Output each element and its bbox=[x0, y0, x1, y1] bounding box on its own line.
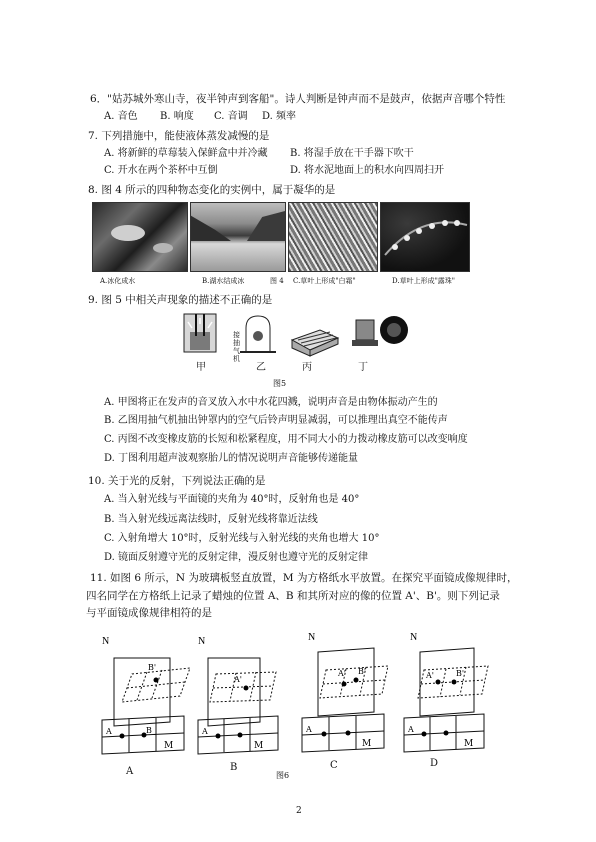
plane-n-label: N bbox=[102, 636, 110, 647]
photo-dew-on-grass bbox=[380, 202, 470, 272]
q11-panel-label-d: D bbox=[430, 758, 439, 769]
image-b-label: B' bbox=[358, 667, 367, 676]
q6-option-d: D. 频率 bbox=[262, 111, 297, 122]
image-b-label: B' bbox=[148, 663, 157, 672]
image-a-label: A' bbox=[234, 675, 242, 684]
q9-label-yi: 乙 bbox=[256, 362, 266, 373]
q9-label-ding: 丁 bbox=[358, 362, 368, 373]
plane-n-label: N bbox=[308, 632, 316, 643]
photo-frost-on-grass bbox=[288, 202, 378, 272]
object-a-label: A bbox=[306, 725, 312, 734]
plane-m-label: M bbox=[464, 739, 474, 749]
q7-option-b: B. 将湿手放在干手器下吹干 bbox=[290, 148, 414, 159]
q8-figure-label: 图 4 bbox=[270, 277, 284, 285]
q9-figure-caption: 图5 bbox=[273, 379, 287, 388]
q11-panel-a bbox=[92, 630, 196, 760]
q11-panel-c bbox=[296, 626, 400, 760]
q10-option-c: C. 入射角增大 10°时，反射光线与入射光线的夹角也增大 10° bbox=[104, 533, 380, 544]
q11-line-3: 与平面镜成像规律相符的是 bbox=[86, 607, 212, 619]
plane-n-label: N bbox=[198, 636, 206, 647]
photo-ice-melting bbox=[92, 202, 188, 272]
plane-m-label: M bbox=[362, 739, 372, 749]
q8-caption-c: C.草叶上形成"白霜" bbox=[293, 277, 356, 285]
image-b-label: B' bbox=[456, 669, 465, 678]
q11-panel-b bbox=[194, 630, 298, 760]
q9-stem: 9. 图 5 中相关声现象的描述不正确的是 bbox=[88, 294, 273, 306]
q8-stem: 8. 图 4 所示的四种物态变化的实例中，属于凝华的是 bbox=[88, 184, 336, 196]
q6-stem: 6．"姑苏城外寒山寺，夜半钟声到客船"。诗人判断是钟声而不是鼓声，依据声音哪个特性 bbox=[90, 93, 506, 105]
q9-pump-label: 接抽气机 bbox=[233, 331, 240, 363]
dew-drops-graphic bbox=[381, 203, 469, 271]
q11-panel-d bbox=[396, 626, 500, 760]
q10-option-b: B. 当入射光线远离法线时，反射光线将靠近法线 bbox=[104, 514, 318, 525]
q8-caption-a: A.冰化成水 bbox=[100, 277, 136, 285]
image-a-label: A' bbox=[338, 669, 346, 678]
q8-caption-d: D.草叶上形成"露珠" bbox=[392, 277, 456, 285]
q6-option-c: C. 音调 bbox=[214, 111, 248, 122]
q8-caption-b: B.湖水结成冰 bbox=[202, 277, 245, 285]
q6-option-b: B. 响度 bbox=[160, 111, 194, 122]
q9-option-d: D. 丁图利用超声波观察胎儿的情况说明声音能够传递能量 bbox=[104, 453, 359, 464]
q11-panel-label-a: A bbox=[126, 766, 134, 777]
q9-label-jia: 甲 bbox=[196, 362, 206, 373]
q6-option-a: A. 音色 bbox=[104, 111, 138, 122]
q7-option-d: D. 将水泥地面上的积水向四周扫开 bbox=[290, 165, 445, 176]
plane-m-label: M bbox=[254, 741, 264, 751]
q10-option-a: A. 当入射光线与平面镜的夹角为 40°时，反射角也是 40° bbox=[104, 494, 360, 505]
q10-stem: 10. 关于光的反射，下列说法正确的是 bbox=[88, 475, 266, 487]
q9-option-a: A. 甲图将正在发声的音叉放入水中水花四溅，说明声音是由物体振动产生的 bbox=[104, 397, 438, 408]
object-b-label: B bbox=[146, 726, 152, 735]
q7-stem: 7. 下列措施中，能使液体蒸发减慢的是 bbox=[88, 130, 270, 142]
q7-option-c: C. 开水在两个茶杯中互倒 bbox=[104, 165, 218, 176]
q10-option-d: D. 镜面反射遵守光的反射定律，漫反射也遵守光的反射定律 bbox=[104, 552, 369, 563]
page-number: 2 bbox=[296, 806, 302, 816]
object-a-label: A bbox=[106, 727, 112, 736]
q11-panel-label-c: C bbox=[330, 760, 338, 771]
q9-figure bbox=[180, 310, 420, 358]
q11-panel-label-b: B bbox=[230, 762, 238, 773]
image-a-label: A' bbox=[426, 671, 434, 680]
q7-option-a: A. 将新鲜的草莓装入保鲜盒中并冷藏 bbox=[104, 148, 268, 159]
photo-lake-freezing bbox=[190, 202, 286, 272]
plane-m-label: M bbox=[164, 741, 174, 751]
object-a-label: A bbox=[202, 727, 208, 736]
q11-line-2: 四名同学在方格纸上记录了蜡烛的位置 A、B 和其所对应的像的位置 A'、B'。则下列记录 bbox=[86, 590, 500, 602]
object-a-label: A bbox=[408, 725, 414, 734]
q9-label-bing: 丙 bbox=[302, 362, 312, 373]
q9-option-c: C. 丙图不改变橡皮筋的长短和松紧程度，用不同大小的力拨动橡皮筋可以改变响度 bbox=[104, 434, 468, 445]
plane-n-label: N bbox=[410, 632, 418, 643]
q11-line-1: 11. 如图 6 所示，N 为玻璃板竖直放置，M 为方格纸水平放置。在探究平面镜成像规律时， bbox=[90, 572, 518, 584]
q9-option-b: B. 乙图用抽气机抽出钟罩内的空气后铃声明显减弱，可以推理出真空不能传声 bbox=[104, 415, 448, 426]
q11-figure-caption: 图6 bbox=[276, 771, 290, 780]
